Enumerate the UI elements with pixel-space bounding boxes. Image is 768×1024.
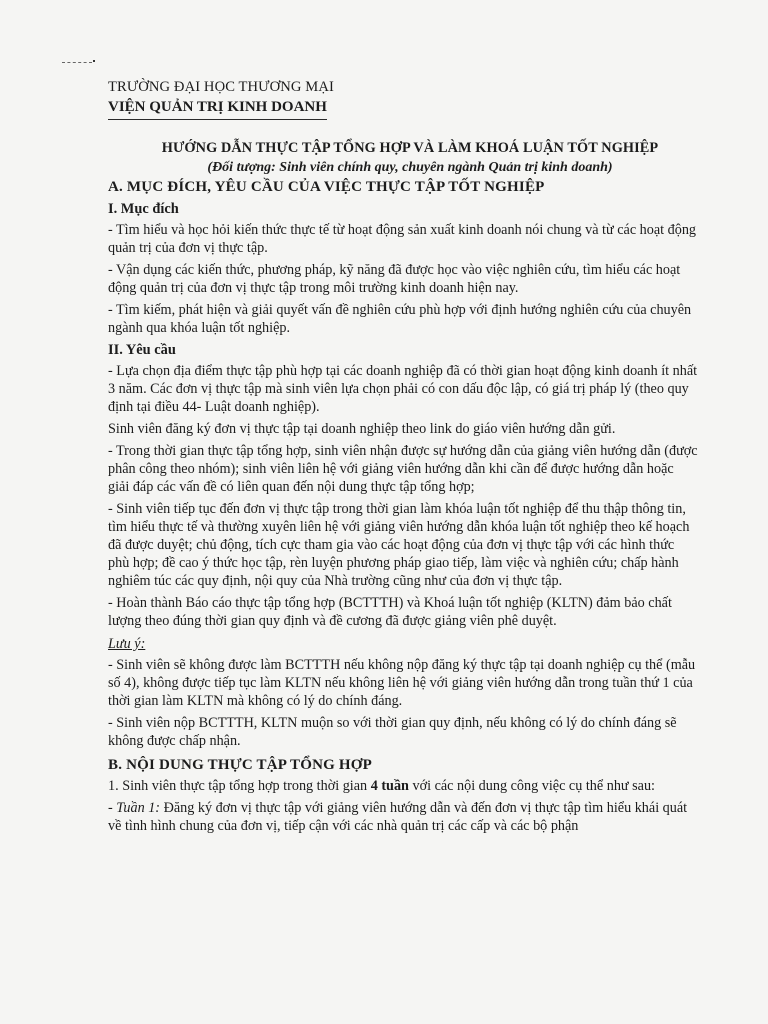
week1-label: - Tuần 1: bbox=[108, 800, 161, 816]
document-body bbox=[108, 78, 698, 835]
document-title: HƯỚNG DẪN THỰC TẬP TỔNG HỢP VÀ LÀM KHOÁ LUẬN TỐT NGHIỆP bbox=[161, 140, 659, 156]
requirement-item: - Hoàn thành Báo cáo thực tập tổng hợp (BCTTTH) và Khoá luận tốt nghiệp (KLTN) đảm bảo chất lượng theo đúng thời gian quy định và đề cương đã được giảng viên phê duyệt. bbox=[108, 595, 672, 629]
purpose-heading: I. Mục đích bbox=[108, 201, 179, 217]
item1-duration: 4 tuần bbox=[370, 778, 409, 794]
note-label: Lưu ý: bbox=[108, 636, 146, 652]
section-a-heading: A. MỤC ĐÍCH, YÊU CẦU CỦA VIỆC THỰC TẬP TỐT NGHIỆP bbox=[108, 179, 545, 195]
note-item: - Sinh viên nộp BCTTTH, KLTN muộn so với thời gian quy định, nếu không có lý do chính đáng sẽ không được chấp nhận. bbox=[108, 715, 677, 749]
note-item: - Sinh viên sẽ không được làm BCTTTH nếu không nộp đăng ký thực tập tại doanh nghiệp cụ thể (mẫu số 4), không được tiếp tục làm KLTN nếu không liên hệ với giảng viên hướng dẫn trong tuần thứ 1 của thời gian làm KLTN mà không có lý do chính đáng. bbox=[108, 657, 696, 709]
institution-name: TRƯỜNG ĐẠI HỌC THƯƠNG MẠI bbox=[108, 79, 334, 95]
section-b-item-1 bbox=[108, 777, 698, 795]
requirement-item: - Trong thời gian thực tập tổng hợp, sinh viên nhận được sự hướng dẫn của giảng viên hướng dẫn (được phân công theo nhóm); sinh viên liên hệ với giảng viên hướng dẫn khi cần để được hướng dẫn hoặc giải đáp các vấn đề có liên quan đến nội dung thực tập tổng hợp; bbox=[108, 443, 698, 495]
scan-mark bbox=[62, 62, 92, 65]
item1-prefix: 1. Sinh viên thực tập tổng hợp trong thời gian bbox=[108, 778, 371, 794]
item1-suffix: với các nội dung công việc cụ thể như sau: bbox=[408, 778, 656, 794]
document-subtitle: (Đối tượng: Sinh viên chính quy, chuyên ngành Quản trị kinh doanh) bbox=[207, 160, 613, 175]
requirement-item: - Lựa chọn địa điểm thực tập phù hợp tại các doanh nghiệp đã có thời gian hoạt động kinh doanh ít nhất 3 năm. Các đơn vị thực tập mà sinh viên lựa chọn phải có con dấu độc lập, có giá trị pháp lý (theo quy định tại điều 44- Luật doanh nghiệp). bbox=[108, 363, 698, 415]
week1-item bbox=[108, 799, 698, 835]
requirement-item: Sinh viên đăng ký đơn vị thực tập tại doanh nghiệp theo link do giáo viên hướng dẫn gửi. bbox=[108, 421, 616, 437]
purpose-item: - Vận dụng các kiến thức, phương pháp, kỹ năng đã được học vào việc nghiên cứu, tìm hiểu các hoạt động quản trị của đơn vị thực tập trong môi trường kinh doanh hiện nay. bbox=[108, 262, 681, 296]
purpose-item: - Tìm hiểu và học hỏi kiến thức thực tế từ hoạt động sản xuất kinh doanh nói chung và từ các hoạt động quản trị của đơn vị thực tập. bbox=[108, 222, 697, 256]
week1-text: Đăng ký đơn vị thực tập với giảng viên hướng dẫn và đến đơn vị thực tập tìm hiểu khái quát về tình hình chung của đơn vị, tiếp cận với các nhà quản trị các cấp và các bộ phận bbox=[108, 800, 688, 834]
purpose-item: - Tìm kiếm, phát hiện và giải quyết vấn đề nghiên cứu phù hợp với định hướng nghiên cứu của chuyên ngành qua khóa luận tốt nghiệp. bbox=[108, 302, 692, 336]
requirements-heading: II. Yêu cầu bbox=[108, 342, 176, 358]
section-b-heading: B. NỘI DUNG THỰC TẬP TỔNG HỢP bbox=[108, 757, 373, 773]
institute-name: VIỆN QUẢN TRỊ KINH DOANH bbox=[108, 98, 327, 120]
requirement-item: - Sinh viên tiếp tục đến đơn vị thực tập trong thời gian làm khóa luận tốt nghiệp để thu thập thông tin, tìm hiểu thực tế và thường xuyên liên hệ với giảng viên hướng dẫn khóa luận tốt nghiệp theo kế hoạch đã được duyệt; chủ động, tích cực tham gia vào các hoạt động của đơn vị thực tập với các hình thức phù hợp; đề cao ý thức học tập, rèn luyện phương pháp giao tiếp, làm việc và nghiên cứu; chấp hành nghiêm túc các quy định, nội quy của Nhà trường cũng như của đơn vị thực tập. bbox=[108, 501, 690, 589]
